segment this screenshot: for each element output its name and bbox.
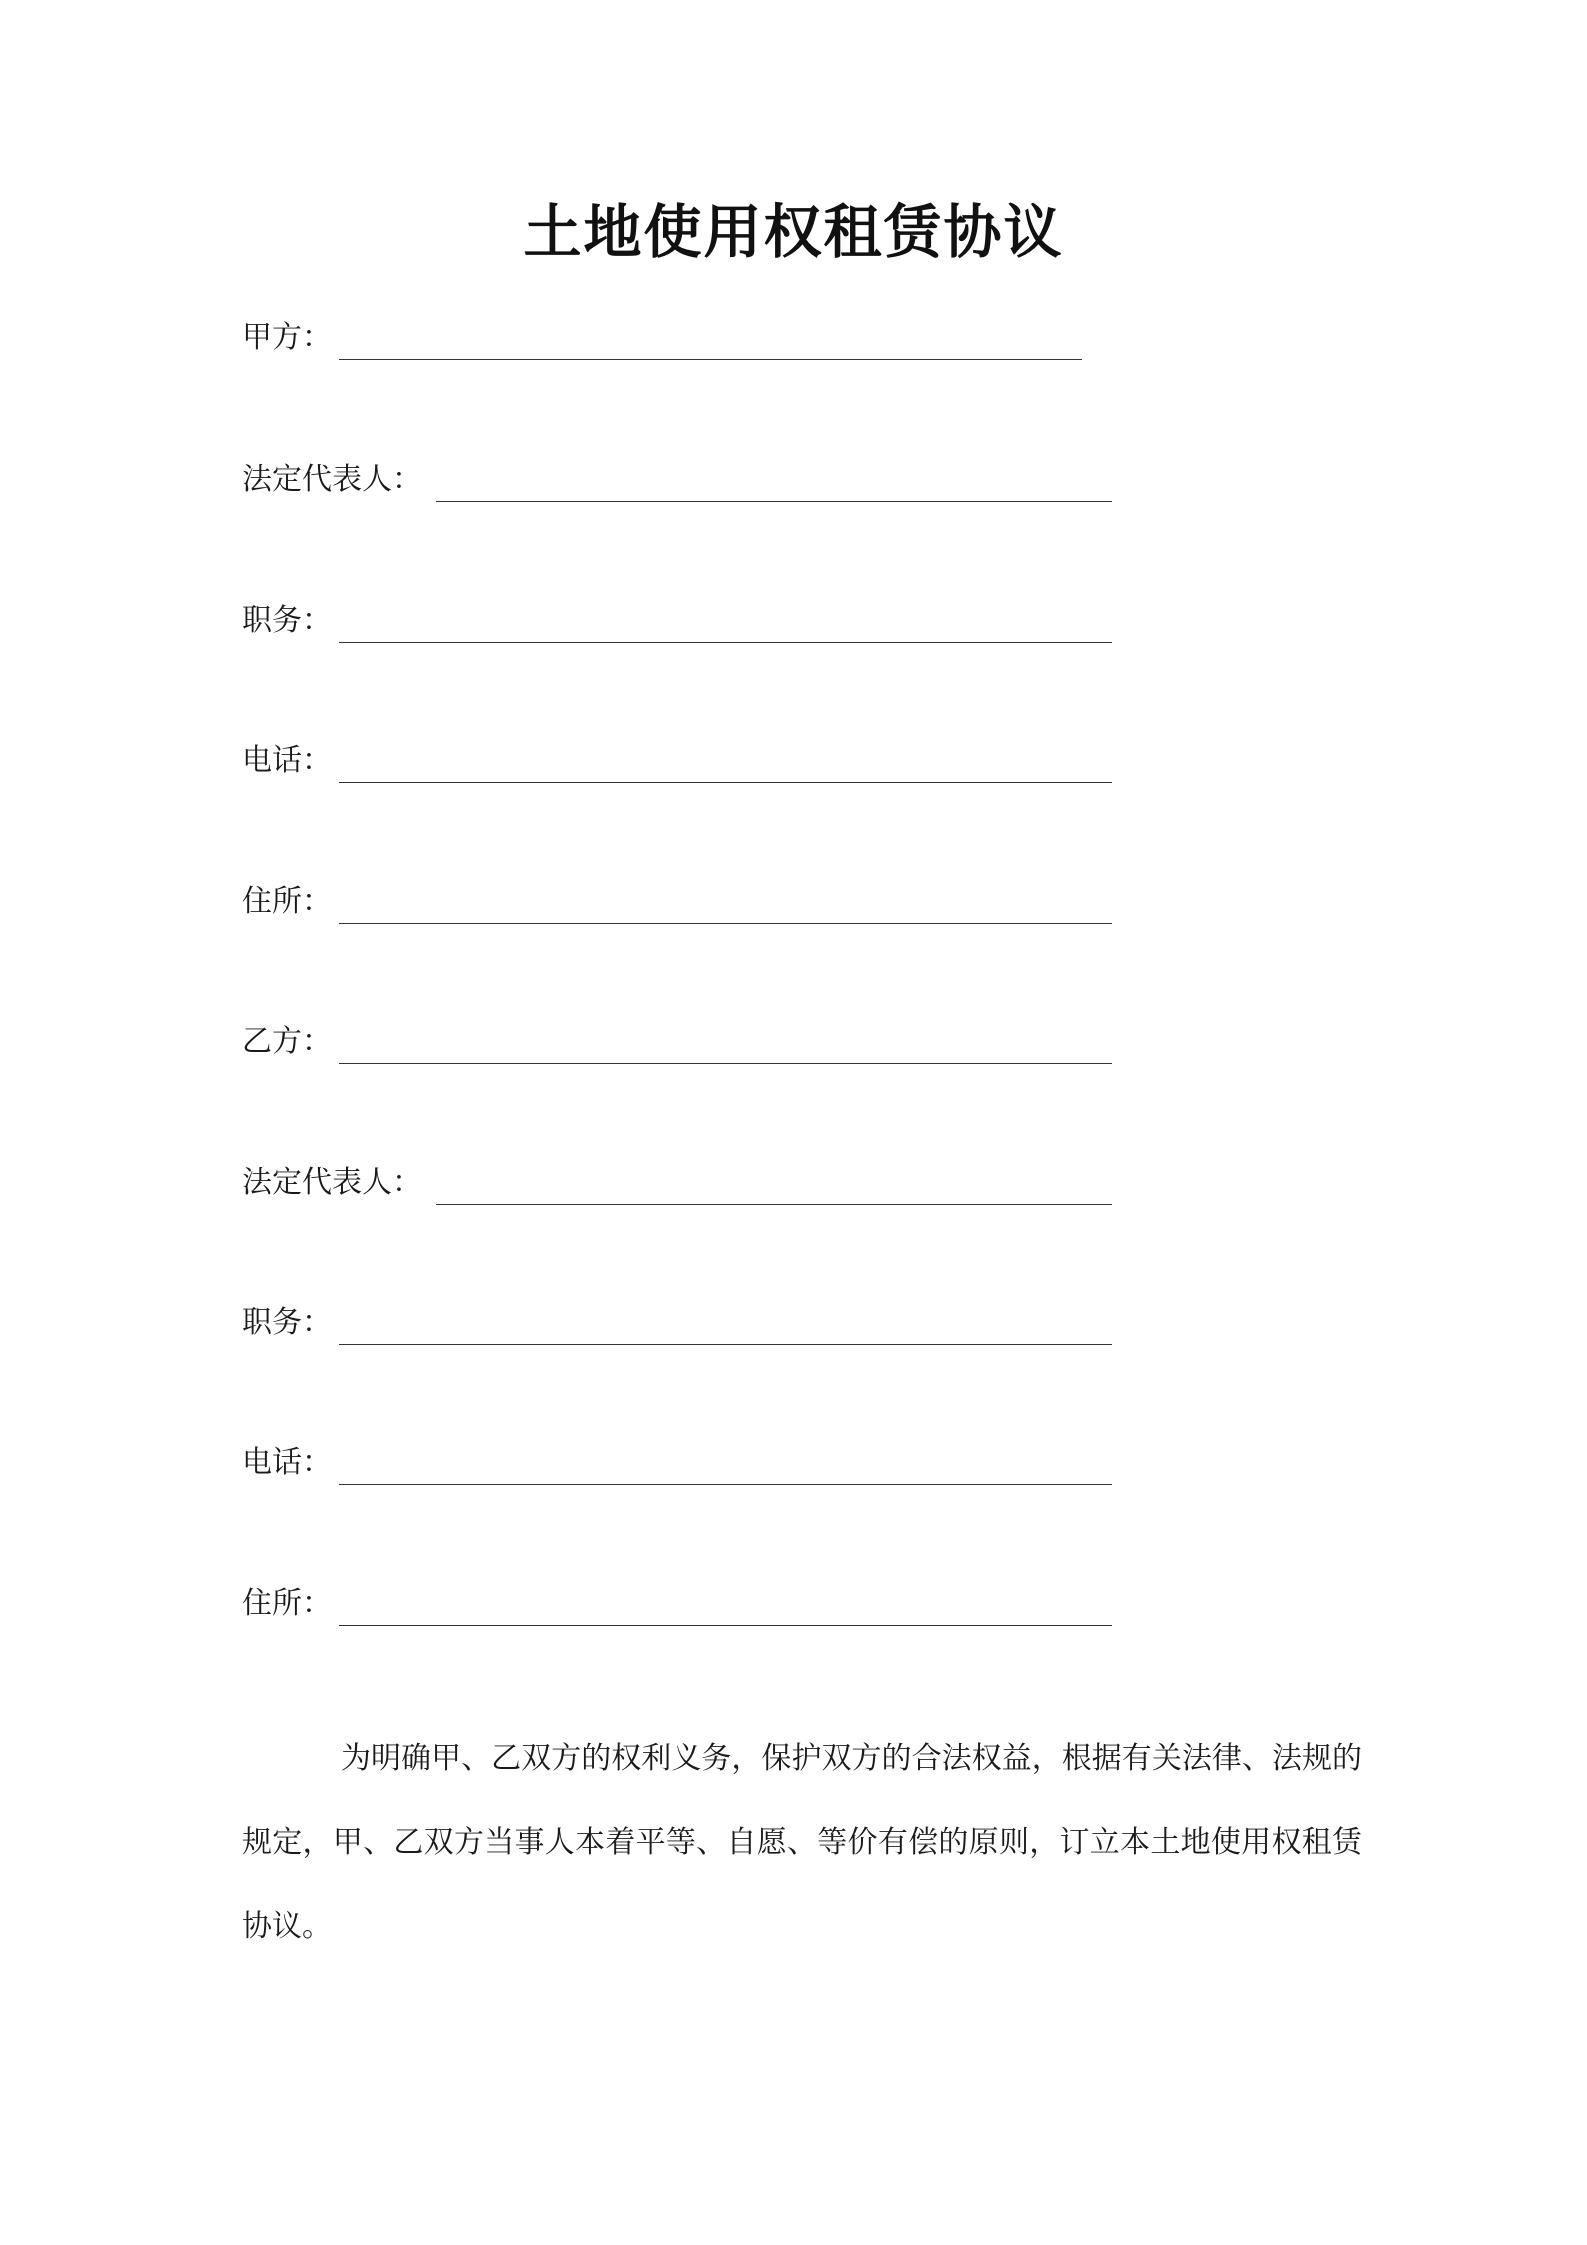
party-a-rep-blank[interactable] (436, 501, 1112, 502)
party-a-name-blank[interactable] (339, 359, 1082, 360)
party-b-phone-blank[interactable] (339, 1484, 1112, 1485)
party-b-name-field (242, 1014, 1112, 1064)
party-b-phone-field (242, 1435, 1112, 1485)
party-a-phone-blank[interactable] (339, 782, 1112, 783)
party-a-position-label: 职务： (242, 603, 332, 638)
party-b-address-label: 住所： (242, 1586, 332, 1621)
preamble-paragraph: 为明确甲、乙双方的权利义务，保护双方的合法权益，根据有关法律、法规的规定，甲、乙双方当事人本着平等、自愿、等价有偿的原则，订立本土地使用权租赁协议。 (242, 1741, 1362, 1944)
party-b-name-blank[interactable] (339, 1063, 1112, 1064)
document-title: 土地使用权租赁协议 (523, 198, 1064, 266)
party-b-position-blank[interactable] (339, 1344, 1112, 1345)
party-a-address-blank[interactable] (339, 923, 1112, 924)
party-a-rep-field (242, 452, 1112, 502)
party-a-rep-label: 法定代表人： (242, 462, 422, 497)
party-b-address-blank[interactable] (339, 1625, 1112, 1626)
party-a-address-field (242, 874, 1112, 924)
party-a-phone-field (242, 733, 1112, 783)
party-b-rep-field (242, 1155, 1112, 1205)
party-a-position-field (242, 593, 1112, 643)
party-b-position-label: 职务： (242, 1305, 332, 1340)
party-a-name-label: 甲方： (242, 320, 332, 355)
party-a-name-field (242, 310, 1082, 360)
party-b-phone-label: 电话： (242, 1445, 332, 1480)
party-b-name-label: 乙方： (242, 1024, 332, 1059)
party-a-phone-label: 电话： (242, 743, 332, 778)
party-b-rep-blank[interactable] (436, 1204, 1112, 1205)
party-a-address-label: 住所： (242, 884, 332, 919)
party-b-position-field (242, 1295, 1112, 1345)
party-b-address-field (242, 1576, 1112, 1626)
party-b-rep-label: 法定代表人： (242, 1165, 422, 1200)
party-a-position-blank[interactable] (339, 642, 1112, 643)
